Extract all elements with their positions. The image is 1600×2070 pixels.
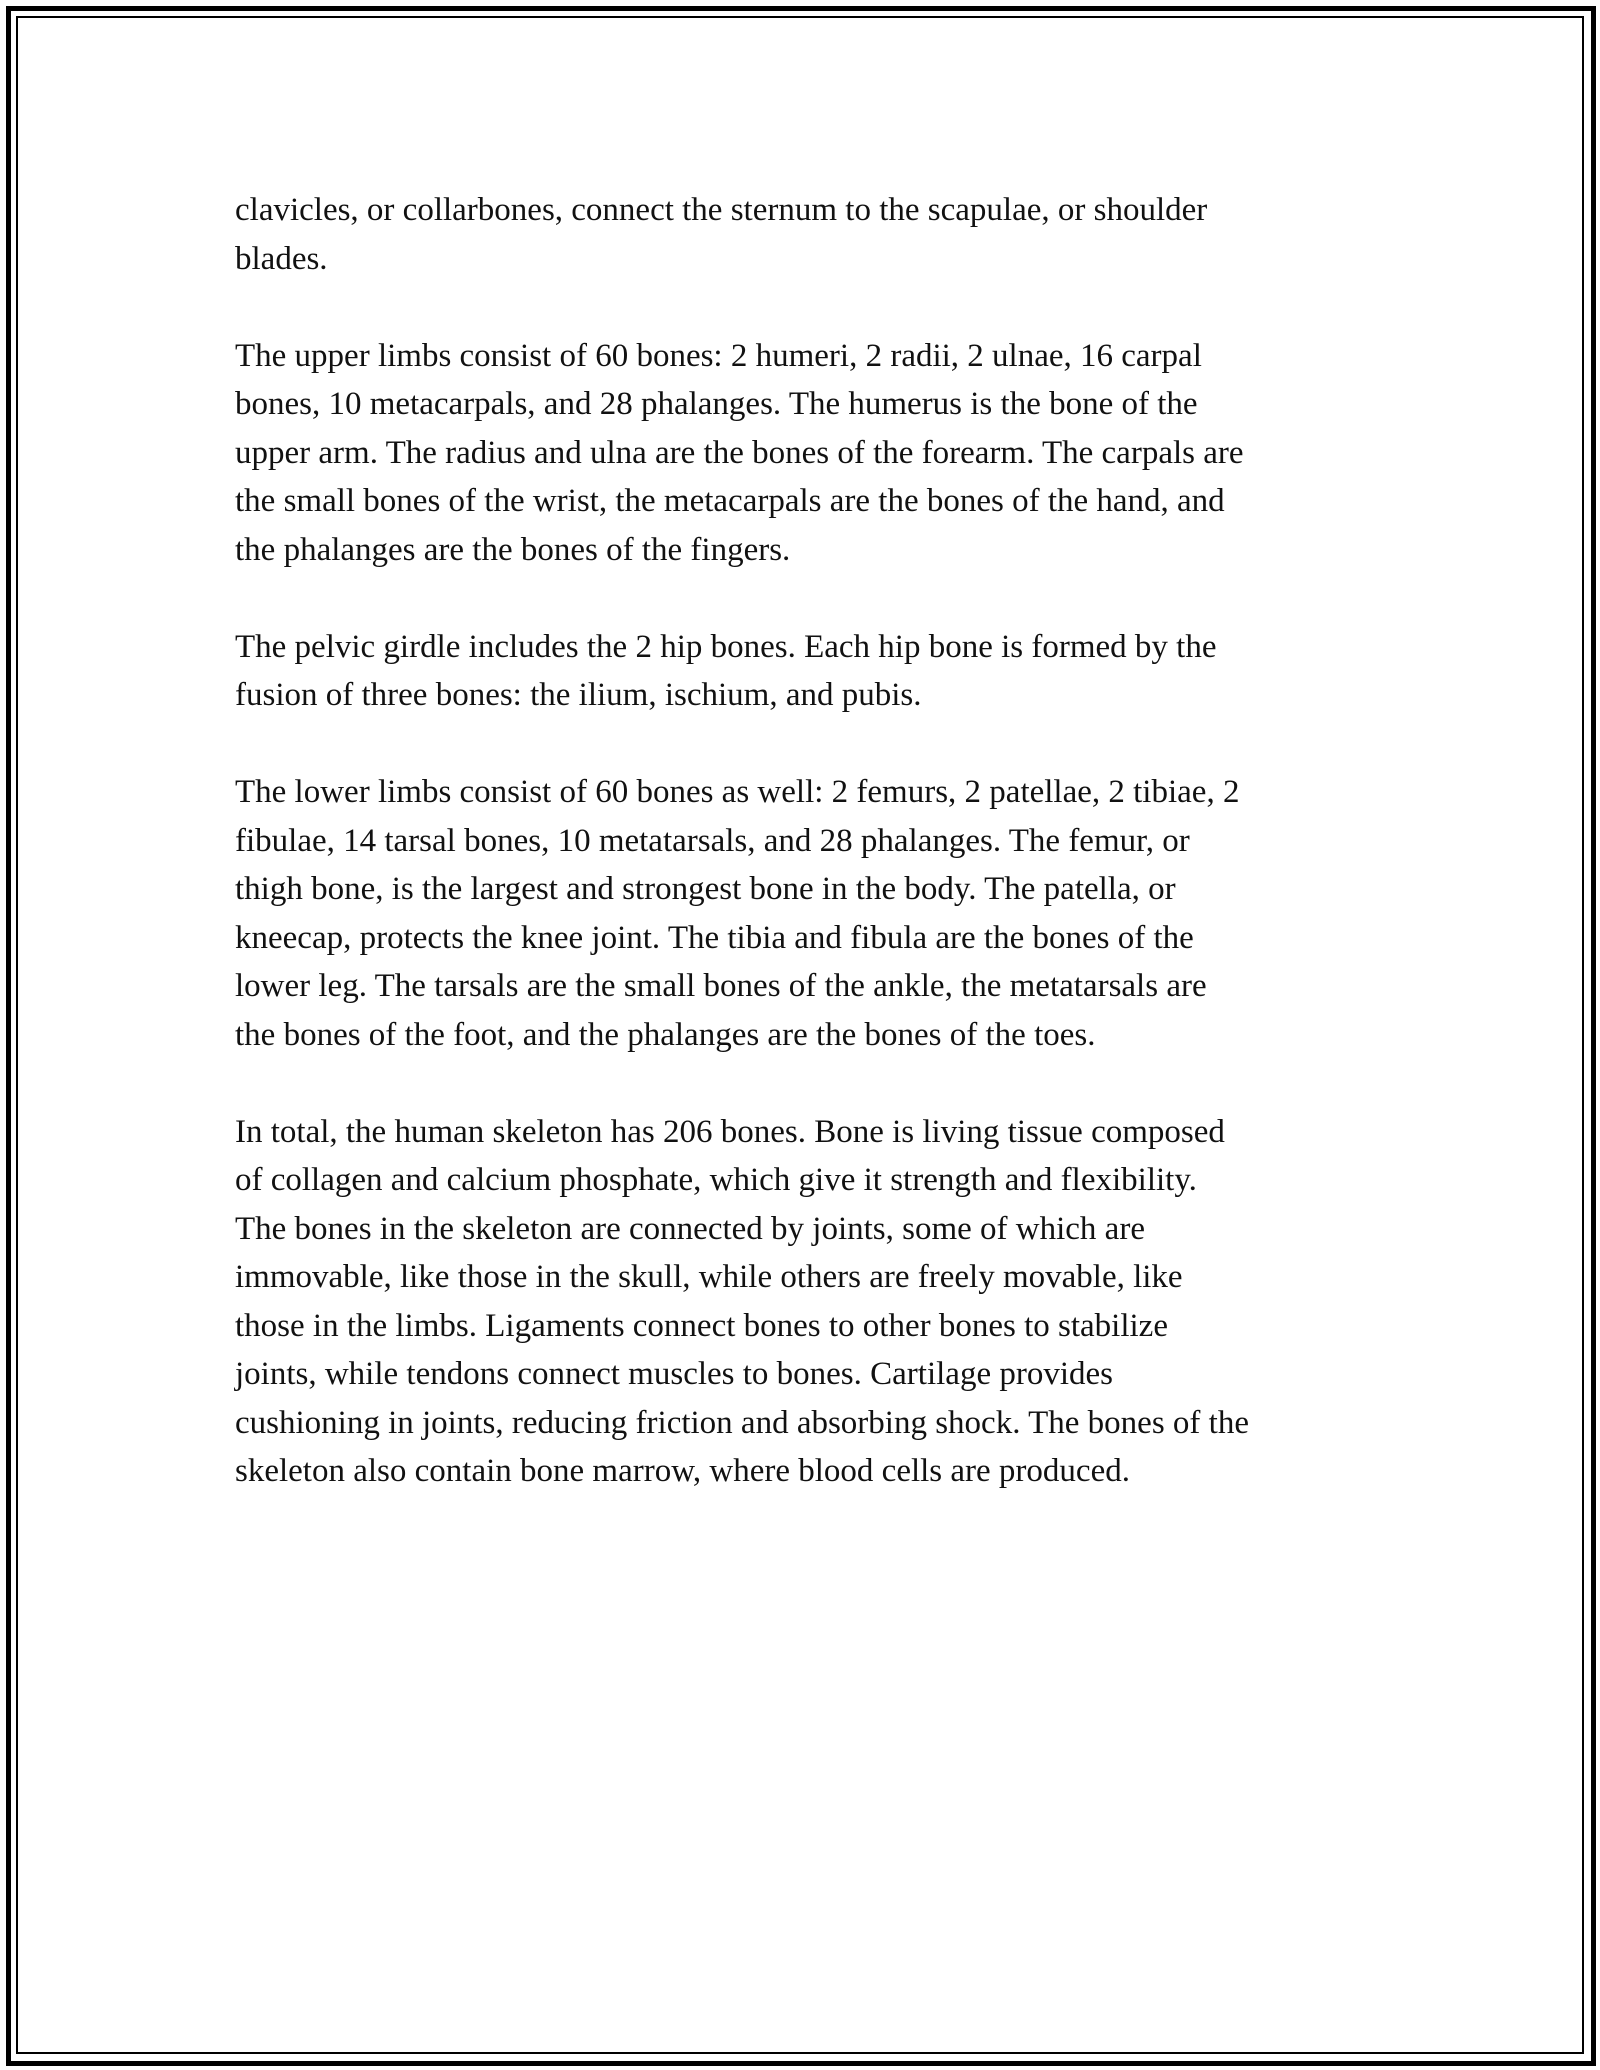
text-line: fibulae, 14 tarsal bones, 10 metatarsals, and 28 phalanges. The femur, or bbox=[235, 822, 1190, 859]
text-line: blades. bbox=[235, 240, 328, 277]
text-line: The pelvic girdle includes the 2 hip bones. Each hip bone is formed by the bbox=[235, 628, 1217, 665]
paragraph-upper-limbs bbox=[235, 332, 1375, 575]
paragraph-total-skeleton bbox=[235, 1108, 1375, 1496]
text-line: bones, 10 metacarpals, and 28 phalanges. The humerus is the bone of the bbox=[235, 386, 1198, 422]
paragraph-pelvic-girdle bbox=[235, 623, 1375, 720]
paragraph-lower-limbs bbox=[235, 768, 1375, 1059]
text-line: The upper limbs consist of 60 bones: 2 humeri, 2 radii, 2 ulnae, 16 carpal bbox=[235, 337, 1202, 374]
text-line: In total, the human skeleton has 206 bones. Bone is living tissue composed bbox=[235, 1113, 1225, 1150]
text-line: the bones of the foot, and the phalanges are the bones of the toes. bbox=[235, 1016, 1096, 1053]
text-line: skeleton also contain bone marrow, where blood cells are produced. bbox=[235, 1453, 1130, 1489]
text-line: clavicles, or collarbones, connect the sternum to the scapulae, or shoulder bbox=[235, 192, 1208, 228]
paragraph-clavicles bbox=[235, 186, 1375, 283]
text-line: kneecap, protects the knee joint. The tibia and fibula are the bones of the bbox=[235, 919, 1194, 956]
text-line: The lower limbs consist of 60 bones as well: 2 femurs, 2 patellae, 2 tibiae, 2 bbox=[235, 774, 1240, 810]
document-body bbox=[235, 186, 1375, 1496]
text-line: of collagen and calcium phosphate, which give it strength and flexibility. bbox=[235, 1162, 1197, 1198]
text-line: The bones in the skeleton are connected by joints, some of which are bbox=[235, 1210, 1145, 1247]
text-line: thigh bone, is the largest and strongest bone in the body. The patella, or bbox=[235, 871, 1176, 907]
text-line: cushioning in joints, reducing friction and absorbing shock. The bones of the bbox=[235, 1404, 1249, 1441]
text-line: lower leg. The tarsals are the small bones of the ankle, the metatarsals are bbox=[235, 968, 1207, 1004]
text-line: immovable, like those in the skull, while others are freely movable, like bbox=[235, 1259, 1183, 1295]
text-line: the small bones of the wrist, the metacarpals are the bones of the hand, and bbox=[235, 483, 1225, 519]
text-line: upper arm. The radius and ulna are the bones of the forearm. The carpals are bbox=[235, 434, 1244, 471]
text-line: those in the limbs. Ligaments connect bones to other bones to stabilize bbox=[235, 1307, 1168, 1344]
text-line: fusion of three bones: the ilium, ischium, and pubis. bbox=[235, 677, 922, 713]
text-line: joints, while tendons connect muscles to bones. Cartilage provides bbox=[235, 1356, 1113, 1392]
text-line: the phalanges are the bones of the fingers. bbox=[235, 531, 791, 568]
